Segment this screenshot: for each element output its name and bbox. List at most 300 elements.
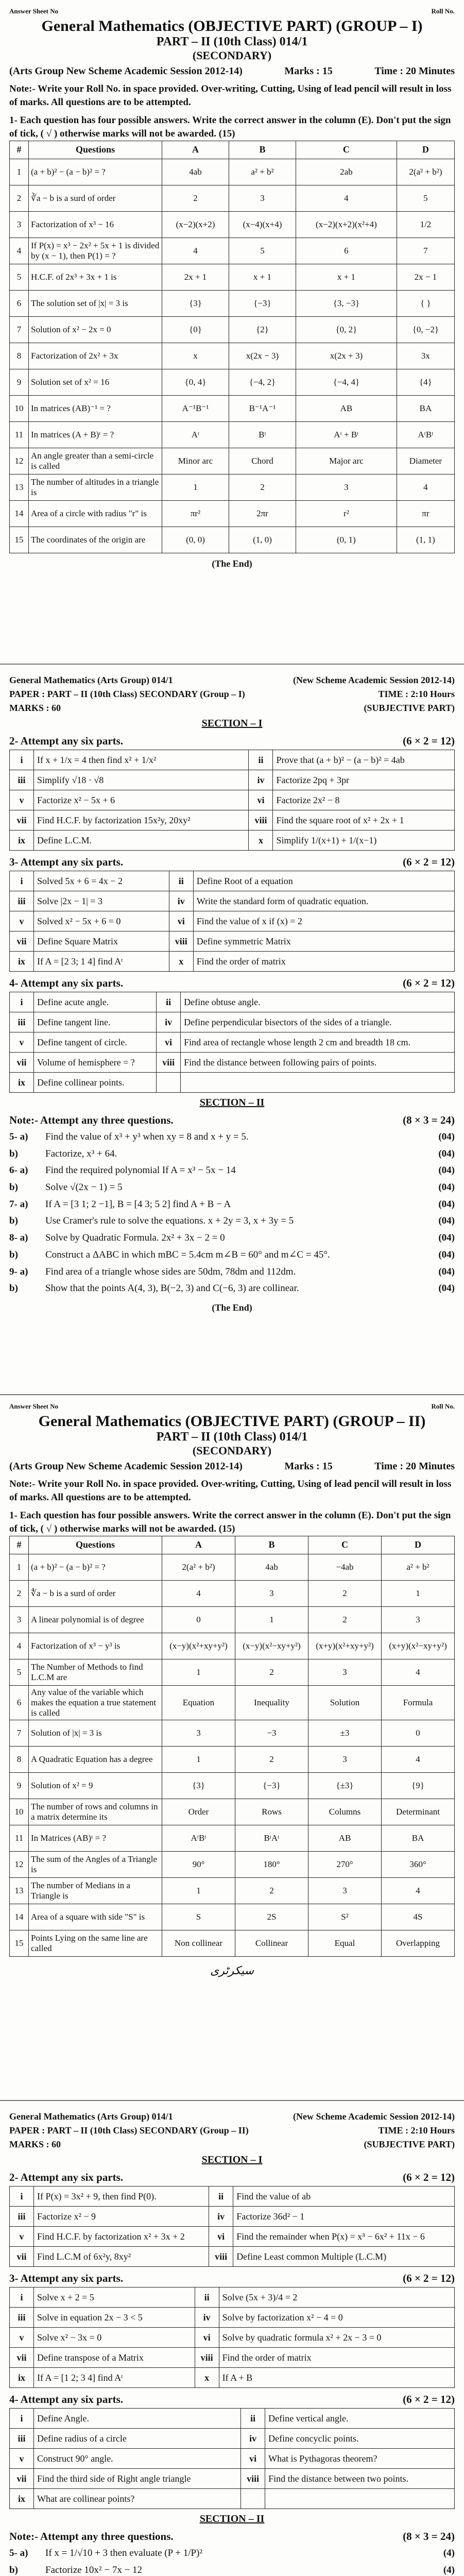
long-question-number: 7- a) <box>9 1198 28 1210</box>
question-heading <box>9 735 455 748</box>
part-number: viii <box>169 931 193 952</box>
part-text <box>265 2489 455 2509</box>
instructions: Note:- Write your Roll No. in space provided. Over-writing, Cutting, Using of lead pencil will result in loss of marks. All questions are to be attempted. <box>9 1479 452 1503</box>
answer-option: 4S <box>382 1904 455 1930</box>
answer-option: x(2x + 3) <box>296 343 397 369</box>
answer-option: (x−y)(x²+xy+y²) <box>162 1633 235 1659</box>
part-text: Define acute angle. <box>34 992 157 1012</box>
long-marks: (8 × 3 = 24) <box>403 1114 455 1126</box>
answer-option: (x−2)(x+2)(x²+4) <box>296 211 397 238</box>
answer-option: 1 <box>162 1659 235 1685</box>
part-number: ii <box>241 2409 265 2429</box>
table-row <box>10 750 455 770</box>
question-number: 7 <box>10 1720 29 1746</box>
column-header: # <box>10 1536 29 1554</box>
part-text: Solve (5x + 3)/4 = 2 <box>219 2287 454 2308</box>
question-marks: (6 × 2 = 12) <box>403 2272 455 2284</box>
part-text: Find the distance between following pairs of points. <box>181 1053 455 1073</box>
long-question-text: Use Cramer's rule to solve the equations. x + 2y = 3, x + 3y = 5 <box>45 1215 294 1227</box>
short-questions-table <box>9 992 455 1093</box>
long-question-text: Find the required polynomial If A = x³ − 5x − 14 <box>45 1165 236 1176</box>
answer-option: Collinear <box>235 1930 308 1956</box>
part-text: Factorize 2x² − 8 <box>273 790 455 810</box>
subjective-paper-group-2 <box>0 2101 464 2576</box>
part-number: i <box>10 750 34 770</box>
part-number <box>157 1073 181 1093</box>
question-text: (a + b)² − (a − b)² = ? <box>29 159 162 185</box>
part-text: Define obtuse angle. <box>181 992 455 1012</box>
question-number: 5 <box>10 264 29 290</box>
answer-option: Overlapping <box>382 1930 455 1956</box>
part-number: i <box>10 992 34 1012</box>
column-header: Questions <box>29 1536 162 1554</box>
answer-option: 2 <box>235 1659 308 1685</box>
marks-label: Marks : 15 <box>284 1461 333 1472</box>
answer-option: BA <box>382 1825 455 1851</box>
table-row <box>10 2348 455 2368</box>
table-row <box>10 992 455 1012</box>
question-number: 10 <box>10 395 29 421</box>
part-number: viii <box>209 2247 233 2267</box>
part-text: If A + B <box>219 2368 454 2388</box>
question-text: Solution of x² − 2x = 0 <box>29 316 162 343</box>
part-text: Find the third side of Right angle triangle <box>34 2469 241 2489</box>
paper-level: (SECONDARY) <box>192 49 272 62</box>
table-row <box>10 1633 455 1659</box>
part-number: vii <box>10 810 34 831</box>
long-question-marks: (04) <box>438 1198 455 1210</box>
answer-option: S² <box>308 1904 382 1930</box>
part-text: Define collinear points. <box>34 1073 157 1093</box>
part-number: v <box>10 2328 34 2348</box>
part-text: Find H.C.F. by factorization 15x²y, 20xy² <box>34 810 249 831</box>
question-instruction: 3- Attempt any six parts. <box>9 2272 124 2284</box>
answer-option: 3 <box>382 1606 455 1633</box>
question-instruction: 4- Attempt any six parts. <box>9 2393 124 2405</box>
answer-option: 0 <box>162 1606 235 1633</box>
long-marks: (8 × 3 = 24) <box>403 2530 455 2543</box>
part-number: ix <box>10 1073 34 1093</box>
answer-option: {±3} <box>308 1772 382 1799</box>
long-question-marks: (04) <box>438 1182 455 1193</box>
answer-option: 2 <box>235 1877 308 1904</box>
long-question-text: Factorize 10x² − 7x − 12 <box>45 2564 143 2575</box>
question-1-instructions: 1- Each question has four possible answers. Write the correct answer in the column (E). Don't put the sign of tick, ( √ ) otherwise marks will not be awarded. (15) <box>9 115 451 139</box>
part-text: Find the remainder when P(x) = x³ − 6x² + 11x − 6 <box>233 2227 455 2247</box>
long-questions <box>9 1129 455 1297</box>
long-question-text: If A = [3 1; 2 −1], B = [4 3; 5 2] find A + B − A <box>45 1198 231 1210</box>
roll-no-label: Roll No. <box>431 1402 455 1410</box>
part-text: If x + 1/x = 4 then find x² + 1/x² <box>34 750 249 770</box>
long-question-number: b) <box>9 1283 18 1294</box>
question-number: 4 <box>10 1633 29 1659</box>
part-number: viii <box>195 2348 219 2368</box>
answer-option: (x−2)(x+2) <box>162 211 229 238</box>
part-number: vi <box>209 2227 233 2247</box>
long-question-text: If x = 1/√10 + 3 then evaluate (P + 1/P)² <box>45 2548 203 2558</box>
part-text: Volume of hemisphere = ? <box>34 1053 157 1073</box>
question-text: The solution set of |x| = 3 is <box>29 290 162 316</box>
table-row <box>10 500 455 527</box>
part-text: Define Square Matrix <box>34 931 169 952</box>
answer-option: 2 <box>235 1746 308 1772</box>
part-number: vi <box>195 2328 219 2348</box>
paper-info: PAPER : PART – II (10th Class) SECONDARY (Group – I) <box>9 689 245 699</box>
part-number: iv <box>195 2308 219 2328</box>
part-text: Define radius of a circle <box>34 2429 241 2449</box>
question-number: 3 <box>10 1606 29 1633</box>
table-row <box>10 2328 455 2348</box>
answer-option: {−3} <box>229 290 296 316</box>
question-marks: (6 × 2 = 12) <box>403 856 455 868</box>
signature: سیکرٹری <box>210 1963 254 1977</box>
subjective-label: (SUBJECTIVE PART) <box>364 2139 455 2149</box>
answer-option: Solution <box>308 1685 382 1720</box>
question-number: 4 <box>10 238 29 264</box>
answer-option: 6 <box>296 238 397 264</box>
table-row <box>10 2469 455 2489</box>
answer-option: Chord <box>229 448 296 474</box>
answer-option: 2x + 1 <box>162 264 229 290</box>
question-number: 8 <box>10 343 29 369</box>
end-marker: (The End) <box>212 1302 252 1313</box>
question-number: 11 <box>10 1825 29 1851</box>
answer-option: 2πr <box>229 500 296 527</box>
part-number: ii <box>249 750 273 770</box>
question-instruction: 4- Attempt any six parts. <box>9 977 124 989</box>
question-instruction: 2- Attempt any six parts. <box>9 735 124 747</box>
long-question-row <box>9 1230 455 1247</box>
part-text: Find the square root of x² + 2x + 1 <box>273 810 455 831</box>
answer-option: πr <box>397 500 454 527</box>
part-number: i <box>10 871 34 891</box>
answer-option: 7 <box>397 238 454 264</box>
time-label: Time : 20 Minutes <box>374 1461 455 1472</box>
question-text: The sum of the Angles of a Triangle is <box>29 1851 162 1877</box>
part-text: Find the order of matrix <box>193 952 454 972</box>
table-row <box>10 448 455 474</box>
answer-option: 2S <box>235 1904 308 1930</box>
question-text: The number of altitudes in a triangle is <box>29 474 162 500</box>
table-row <box>10 1877 455 1904</box>
part-text: Simplify 1/(x+1) + 1/(x−1) <box>273 831 455 851</box>
answer-option: 4 <box>382 1659 455 1685</box>
part-text: Factorize 36d² − 1 <box>233 2207 455 2227</box>
answer-option: Determinant <box>382 1799 455 1825</box>
part-number: viii <box>241 2469 265 2489</box>
table-row <box>10 238 455 264</box>
part-number: ix <box>10 831 34 851</box>
long-question-text: Factorize, x³ + 64. <box>45 1148 117 1159</box>
paper-level: (SECONDARY) <box>192 1444 272 1457</box>
answer-option: 4 <box>397 474 454 500</box>
answer-option: Rows <box>235 1799 308 1825</box>
table-row <box>10 871 455 891</box>
part-text: Solve by quadratic formula x² + 2x − 3 = 0 <box>219 2328 454 2348</box>
answer-option: {−4, 2} <box>229 369 296 395</box>
answer-option: (0, 0) <box>162 527 229 553</box>
answer-option: x + 1 <box>296 264 397 290</box>
part-text: Define Root of a equation <box>193 871 454 891</box>
answer-option: AᵗBᵗ <box>397 421 454 448</box>
answer-option: 2(a² + b²) <box>397 159 454 185</box>
answer-option: 3 <box>308 1877 382 1904</box>
part-number: vii <box>10 931 34 952</box>
answer-option: AᵗBᵗ <box>162 1825 235 1851</box>
part-number: x <box>169 952 193 972</box>
answer-option: 2(a² + b²) <box>162 1554 235 1580</box>
answer-option: πr² <box>162 500 229 527</box>
long-question-row <box>9 1129 455 1146</box>
answer-option: 360° <box>382 1851 455 1877</box>
answer-option: {3} <box>162 290 229 316</box>
long-question-marks: (4) <box>443 2548 455 2558</box>
objective-paper-group-2 <box>0 1395 464 2101</box>
long-question-text: Find area of a triangle whose sides are 50dm, 78dm and 112dm. <box>45 1266 296 1277</box>
long-question-text: Find the value of x³ + y³ when xy = 8 and x + y = 5. <box>45 1131 249 1142</box>
long-question-marks: (04) <box>438 1283 455 1294</box>
answer-option: ±3 <box>308 1720 382 1746</box>
answer-option: −3 <box>235 1720 308 1746</box>
answer-option: 3 <box>162 1720 235 1746</box>
table-row <box>10 395 455 421</box>
answer-sheet-label: Answer Sheet No <box>9 1402 59 1410</box>
part-number: iii <box>10 2207 34 2227</box>
part-text: What is Pythagoras theorem? <box>265 2449 455 2469</box>
table-row <box>10 891 455 911</box>
column-header: # <box>10 141 29 159</box>
long-question-number: b) <box>9 1148 18 1159</box>
table-row <box>10 2489 455 2509</box>
answer-option: Equation <box>162 1685 235 1720</box>
part-number: i <box>10 2287 34 2308</box>
answer-option: 4ab <box>162 159 229 185</box>
part-text: Factorize x² − 9 <box>34 2207 209 2227</box>
short-questions-table <box>9 2408 455 2509</box>
table-row <box>10 2287 455 2308</box>
answer-option: 1 <box>162 1746 235 1772</box>
question-heading <box>9 977 455 990</box>
mcq-table <box>9 1536 455 1957</box>
long-note: Note:- Attempt any three questions. <box>9 1114 174 1126</box>
question-text: Solution set of x² = 16 <box>29 369 162 395</box>
part-text: Find the value of x if (x) = 2 <box>193 911 454 931</box>
question-instruction: 2- Attempt any six parts. <box>9 2171 124 2183</box>
time-label: Time : 20 Minutes <box>374 65 455 77</box>
table-row <box>10 264 455 290</box>
answer-option: (x+y)(x²+xy+y²) <box>308 1633 382 1659</box>
question-text: ∛a − b is a surd of order <box>29 185 162 211</box>
long-question-marks: (4) <box>443 2564 455 2575</box>
end-marker: (The End) <box>212 558 252 569</box>
answer-option: {2} <box>229 316 296 343</box>
question-number: 15 <box>10 1930 29 1956</box>
answer-option: 3 <box>296 474 397 500</box>
part-number: vi <box>157 1032 181 1053</box>
question-number: 2 <box>10 185 29 211</box>
question-heading <box>9 2272 455 2285</box>
answer-option: x(2x − 3) <box>229 343 296 369</box>
question-text: If P(x) = x³ − 2x² + 5x + 1 is divided by (x − 1), then P(1) = ? <box>29 238 162 264</box>
part-number: ii <box>209 2187 233 2207</box>
part-text: If A = [1 2; 3 4] find Aᵗ <box>34 2368 195 2388</box>
question-text: In matrices (AB)⁻¹ = ? <box>29 395 162 421</box>
answer-option: 2x − 1 <box>397 264 454 290</box>
question-instruction: 3- Attempt any six parts. <box>9 856 124 868</box>
subjective-paper-group-1 <box>0 665 464 1395</box>
question-text: Area of a square with side "S" is <box>29 1904 162 1930</box>
table-row <box>10 1746 455 1772</box>
part-number: iv <box>249 770 273 790</box>
session-label: (Arts Group New Scheme Academic Session 2012-14) <box>9 65 243 77</box>
answer-option: AB <box>296 395 397 421</box>
answer-option: B⁻¹A⁻¹ <box>229 395 296 421</box>
answer-option: BᵗAᵗ <box>235 1825 308 1851</box>
part-number: ix <box>10 2368 34 2388</box>
question-number: 11 <box>10 421 29 448</box>
question-text: In Matrices (AB)ᵗ = ? <box>29 1825 162 1851</box>
answer-option: Aᵗ + Bᵗ <box>296 421 397 448</box>
table-row <box>10 316 455 343</box>
marks-label: Marks : 15 <box>284 65 333 77</box>
part-number: iv <box>209 2207 233 2227</box>
question-text: Any value of the variable which makes the equation a true statement is called <box>29 1685 162 1720</box>
answer-option: Major arc <box>296 448 397 474</box>
question-number: 12 <box>10 1851 29 1877</box>
table-row <box>10 1053 455 1073</box>
table-row <box>10 790 455 810</box>
question-text: In matrices (A + B)ᵗ = ? <box>29 421 162 448</box>
table-row <box>10 421 455 448</box>
part-number: ix <box>10 952 34 972</box>
answer-option: {−4, 4} <box>296 369 397 395</box>
answer-option: AB <box>308 1825 382 1851</box>
part-number: i <box>10 2409 34 2429</box>
long-question-row <box>9 1146 455 1163</box>
question-number: 13 <box>10 1877 29 1904</box>
long-question-text: Show that the points A(4, 3), B(−2, 3) and C(−6, 3) are collinear. <box>45 1283 299 1294</box>
long-question-row <box>9 1162 455 1179</box>
answer-option: 5 <box>397 185 454 211</box>
column-header: D <box>382 1536 455 1554</box>
part-text: Factorize x² − 5x + 6 <box>34 790 249 810</box>
question-text: Area of a circle with radius "r" is <box>29 500 162 527</box>
table-row <box>10 952 455 972</box>
answer-option: x + 1 <box>229 264 296 290</box>
table-row <box>10 343 455 369</box>
answer-option: 4 <box>296 185 397 211</box>
part-text: Define tangent of circle. <box>34 1032 157 1053</box>
short-questions-table <box>9 871 455 972</box>
table-row <box>10 159 455 185</box>
column-header: C <box>296 141 397 159</box>
part-text: Define perpendicular bisectors of the sides of a triangle. <box>181 1012 455 1032</box>
table-row <box>10 2247 455 2267</box>
question-text: The coordinates of the origin are <box>29 527 162 553</box>
part-text: Solve x + 2 = 5 <box>34 2287 195 2308</box>
question-marks: (6 × 2 = 12) <box>403 2171 455 2183</box>
question-number: 6 <box>10 290 29 316</box>
objective-paper-group-1 <box>0 0 464 665</box>
part-number: iv <box>157 1012 181 1032</box>
part-number: iii <box>10 1012 34 1032</box>
answer-option: Formula <box>382 1685 455 1720</box>
question-number: 9 <box>10 1772 29 1799</box>
table-row <box>10 2368 455 2388</box>
table-row <box>10 2308 455 2328</box>
answer-option: {9} <box>382 1772 455 1799</box>
part-number: ii <box>169 871 193 891</box>
section-1-heading: SECTION – I <box>201 718 263 729</box>
session-label: (New Scheme Academic Session 2012-14) <box>293 675 455 685</box>
long-note: Note:- Attempt any three questions. <box>9 2530 174 2543</box>
question-text: The number of Medians in a Triangle is <box>29 1877 162 1904</box>
table-row <box>10 1685 455 1720</box>
table-row <box>10 1720 455 1746</box>
long-question-number: 8- a) <box>9 1232 28 1244</box>
part-number: vii <box>10 2247 34 2267</box>
subjective-label: (SUBJECTIVE PART) <box>364 703 455 713</box>
time-label: TIME : 2:10 Hours <box>378 2125 455 2136</box>
paper-header: General Mathematics (Arts Group) 014/1 <box>9 2111 173 2122</box>
answer-option: Equal <box>308 1930 382 1956</box>
short-questions-table <box>9 2186 455 2267</box>
question-text: A Quadratic Equation has a degree <box>29 1746 162 1772</box>
question-number: 14 <box>10 1904 29 1930</box>
part-number: v <box>10 2449 34 2469</box>
question-text: (a + b)² − (a − b)² = ? <box>29 1554 162 1580</box>
part-number: vii <box>10 2348 34 2368</box>
short-questions-table <box>9 2287 455 2388</box>
paper-info: PAPER : PART – II (10th Class) SECONDARY (Group – II) <box>9 2125 249 2136</box>
part-text: Find the distance between two points. <box>265 2469 455 2489</box>
part-number: v <box>10 2227 34 2247</box>
table-row <box>10 527 455 553</box>
part-text: Find the value of ab <box>233 2187 455 2207</box>
question-number: 9 <box>10 369 29 395</box>
answer-option: Order <box>162 1799 235 1825</box>
question-text: The Number of Methods to find L.C.M are <box>29 1659 162 1685</box>
answer-option: (0, 1) <box>296 527 397 553</box>
part-text: Define Least common Multiple (L.C.M) <box>233 2247 455 2267</box>
answer-option: r² <box>296 500 397 527</box>
time-label: TIME : 2:10 Hours <box>378 689 455 699</box>
question-text: A linear polynomial is of degree <box>29 1606 162 1633</box>
question-heading <box>9 856 455 869</box>
part-text: Solve |2x − 1| = 3 <box>34 891 169 911</box>
question-number: 10 <box>10 1799 29 1825</box>
table-row <box>10 2449 455 2469</box>
question-heading <box>9 2171 455 2184</box>
part-number: v <box>10 911 34 931</box>
part-text: Define transpose of a Matrix <box>34 2348 195 2368</box>
part-text: Factorize 2pq + 3pr <box>273 770 455 790</box>
long-question-row <box>9 1247 455 1264</box>
part-number: vii <box>10 2469 34 2489</box>
question-number: 7 <box>10 316 29 343</box>
part-text: What are collinear points? <box>34 2489 241 2509</box>
part-text: Define L.C.M. <box>34 831 249 851</box>
answer-option: {−3} <box>235 1772 308 1799</box>
section-2-heading: SECTION – II <box>199 2513 265 2524</box>
answer-option: (x+y)(x²−xy+y²) <box>382 1633 455 1659</box>
table-row <box>10 2187 455 2207</box>
answer-option: Inequality <box>235 1685 308 1720</box>
question-marks: (6 × 2 = 12) <box>403 977 455 989</box>
table-row <box>10 1772 455 1799</box>
table-row <box>10 2227 455 2247</box>
answer-option: A⁻¹B⁻¹ <box>162 395 229 421</box>
